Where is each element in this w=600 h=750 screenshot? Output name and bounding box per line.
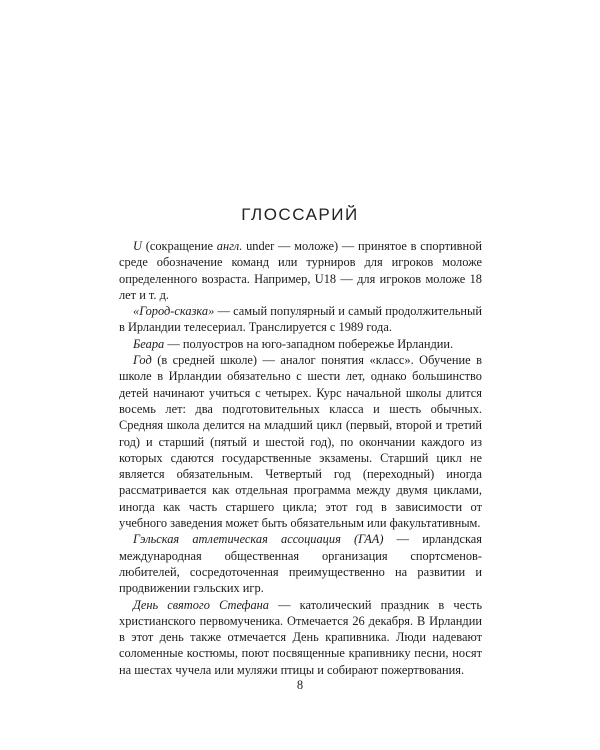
glossary-abbrev: англ. (216, 239, 243, 253)
glossary-term: День святого Стефана (133, 597, 269, 612)
glossary-text: — католический праздник в честь христианского первомученика. Отмечается 26 декабря. В Ирландии в этот день также отмечается День крапивника. Люди надевают соломенные костюмы, поют посвященные крапивнику песни, носят на шестах чучела или муляжи птицы и собирают пожертвования. (119, 597, 482, 677)
glossary-text: (сокращение (141, 239, 217, 253)
glossary-text: — полуостров на юго-западном побережье Ирландии. (164, 336, 454, 351)
glossary-term: Беара (133, 336, 165, 351)
glossary-entry-st-stephens-day (119, 597, 482, 678)
glossary-entry-gaa (119, 531, 482, 596)
page-number: 8 (296, 678, 304, 692)
glossary-entry-u (119, 238, 482, 303)
glossary-entry-gorod-skazka (119, 303, 482, 336)
glossary-entry-beara (119, 336, 482, 352)
glossary-text: — ирландская международная общественная организация спортсменов-любителей, сосредоточенная преимущественно на развитии и продвижении гэльских игр. (119, 532, 483, 596)
glossary-term: «Город-сказка» (133, 304, 215, 319)
glossary-text: (в средней школе) — аналог понятия «класс». Обучение в школе в Ирландии обязательно с шести лет, однако большинство детей начинают учиться с четырех. Курс начальной школы длится восемь лет: два подготовительных класса и шесть обычных. Средняя школа делится на младший цикл (первый, второй и третий год) и старший (пятый и шестой год), по окончании каждого из которых сдаются государственные экзамены. Старший цикл не является обязательным. Четвертый год (переходный) иногда рассматривается как отдельная программа между двумя циклами, иногда как часть старшего цикла; этот год в зависимости от учебного заведения может быть обязательным или факультативным. (119, 353, 482, 531)
page-title: ГЛОССАРИЙ (241, 205, 359, 224)
glossary-term: Гэльская атлетическая ассоциация (ГАА) (133, 532, 384, 547)
glossary-entry-god (119, 352, 482, 531)
glossary-text: under — моложе) — принятое в спортивной среде обозначение команд или турниров для игроков моложе определенного возраста. Например, U18 — для игроков моложе 18 лет и т. д. (119, 239, 482, 302)
glossary-term: Год (133, 353, 152, 368)
glossary-list (119, 238, 482, 678)
glossary-term: U (133, 239, 142, 253)
glossary-text: — самый популярный и самый продолжительный в Ирландии телесериал. Транслируется с 1989 года. (119, 304, 482, 335)
